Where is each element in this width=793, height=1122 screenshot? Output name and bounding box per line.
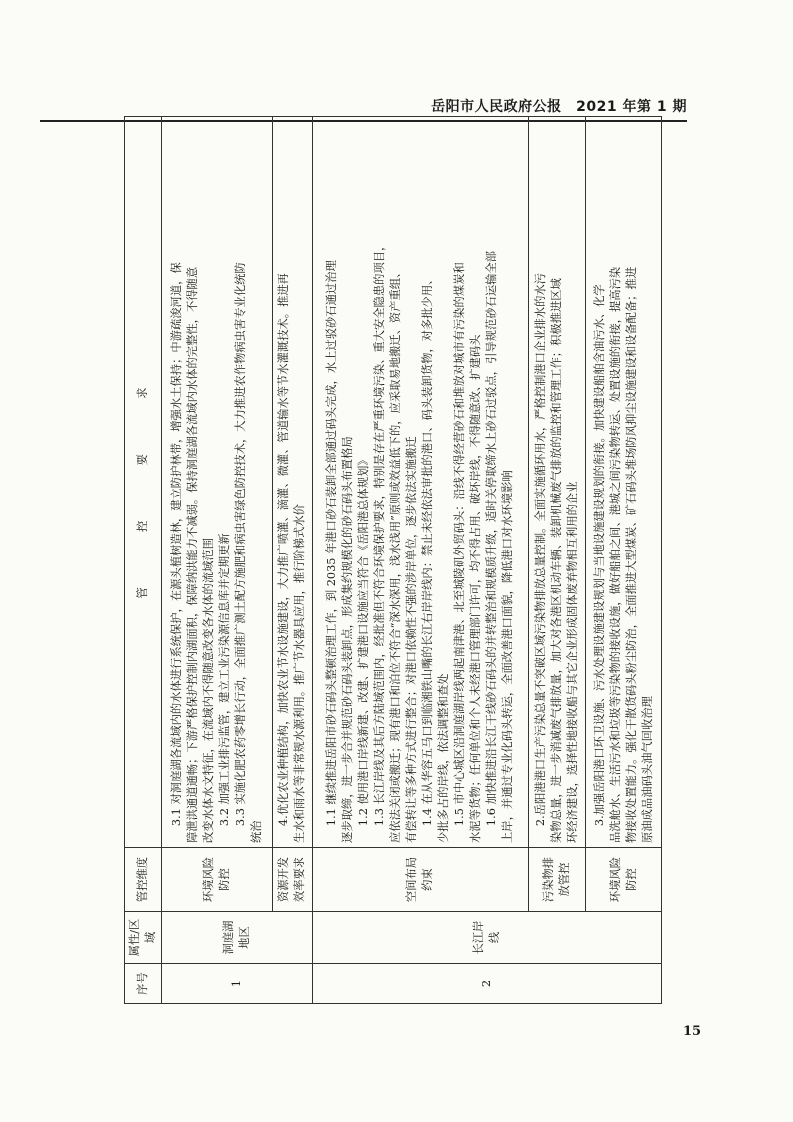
table-row xyxy=(272,117,312,1004)
requirements-cell xyxy=(528,117,586,848)
requirement-line: 原油成品油码头油气回收治理 xyxy=(640,696,654,843)
requirement-line: 品洗舱水、生活污水和垃圾等污染物的接收设施，做好船舶之间、港城之间污染物转运、处置设施的衔接，提高污染 xyxy=(608,266,622,843)
header-dimension: 管控维度 xyxy=(125,848,162,912)
row-dimension: 环境风险防控 xyxy=(586,848,662,912)
requirements-cell xyxy=(272,117,312,848)
table-row xyxy=(162,117,273,1004)
requirement-line: 1.5 市中心城区沿洞庭湖岸线两起南津港、北至城陵矶外贸码头：沿线不得经营砂石和堆放对城市有污染的煤炭和 xyxy=(453,262,467,827)
requirement-line: 3.3 实施化肥农药零增长行动，全面推广测土配方施肥和病虫害绿色防控技术，大力推进农作物病虫害专业化统防 xyxy=(233,262,247,827)
row-dimension: 资源开发效率要求 xyxy=(272,848,312,912)
rotated-table-container xyxy=(124,116,662,1004)
row-seq: 1 xyxy=(162,964,313,1004)
requirement-line: 环经济建设，选择性地接收船与其它企业形成固体废弃物相互利用的企业 xyxy=(565,481,579,843)
control-requirements-table xyxy=(124,116,662,1004)
header-area: 属性/区域 xyxy=(125,912,162,964)
requirement-line: 3.加强岳阳港口环卫设施、污水处理设施建设规划与当地设施建设规划的衔接。加快建设船舶含油污水、化学 xyxy=(592,284,606,827)
row-area: 洞庭湖地区 xyxy=(162,912,313,964)
requirement-line: 改变水体水文特征，在流域内不得随意改变各水体的流域范围 xyxy=(201,537,215,843)
row-area: 长江岸线 xyxy=(312,912,661,964)
requirement-line: 上岸，并通过专业化码头转运，全面改善港口面貌，降低港口对水环境影响 xyxy=(501,470,515,843)
requirements-cell xyxy=(586,117,662,848)
requirements-cell xyxy=(312,117,528,848)
table-row xyxy=(528,117,586,1004)
requirement-line: 物接收处置能力。强化干散货码头粉尘防治，全面推进大型煤炭、矿石码头堆场防风抑尘设施建设和设备配备；推进 xyxy=(624,266,638,843)
requirement-line: 1.6 加快推进沿长江干线砂石码头的并转整治和规模质升级，适时关停取缔水上砂石过驳点，引导规范砂石运输全部 xyxy=(485,250,499,827)
requirement-line: 少批多占的岸线，依法调整和查处 xyxy=(437,673,451,843)
requirement-line: 应依法关闭或搬迁；现有港口和泊位不符合“深水深用，浅水浅用”原则或效益低下的，应采取易地搬迁、资产重组、 xyxy=(389,266,403,843)
row-seq: 2 xyxy=(312,964,661,1004)
page-number: 15 xyxy=(683,1024,702,1039)
requirement-line: 1.3 长江岸线及其后方陆域范围内，经批准但不符合环境保护要求，特别是存在严重环境污染、重大安全隐患的项目， xyxy=(373,239,387,827)
requirement-line: 统治 xyxy=(249,820,263,843)
requirement-line: 障泄洪通道通畅；下游严格保护控制内湖面积，保障纳洪能力不减弱。保持洞庭湖各流域内水体的完整性，不得随意 xyxy=(185,266,199,843)
requirement-line: 4.优化农业种植结构，加快农业节水设施建设，大力推广喷灌、滴灌、微灌、管道输水等节水灌溉技术。推进再 xyxy=(277,273,291,827)
requirement-line: 水泥等货物；任何单位和个人未经港口管理部门许可，均不得占用、破坏岸线，不得随意改、扩建码头 xyxy=(469,334,483,843)
row-dimension: 污染物排放管控 xyxy=(528,848,586,912)
requirement-line: 2.岳阳港港口生产污染总量不突破区域污染物排放总量控制。全面实施循环用水，严格控制港口企业排水的水污 xyxy=(533,273,547,827)
requirement-line: 生水和雨水等非常规水源利用。推广节水器具应用，推行阶梯式水价 xyxy=(293,504,307,843)
row-dimension: 环境风险防控 xyxy=(162,848,273,912)
table-row xyxy=(586,117,662,1004)
requirement-line: 3.1 对洞庭湖各流域内的水体进行系统保护，在源头植树造林，建立防护林带，增强水土保持；中游疏浚河道，保 xyxy=(169,262,183,827)
requirement-line: 有偿转让等多种方式进行整合；对港口依赖性不强的涉岸单位，逐步依法实施搬迁 xyxy=(405,436,419,843)
header-requirements: 管 控 要 求 xyxy=(125,117,162,848)
requirements-cell xyxy=(162,117,273,848)
requirement-line: 染物总量，进一步消减废气排放量，加大对各港区机动车辆、装卸机械废气排放的监控和管理工作；积极推进区域 xyxy=(549,278,563,843)
requirement-line: 1.2 使用港口岸线新建、改建、扩建港口设施应当符合《岳阳港总体规划》 xyxy=(357,454,371,827)
requirement-line: 1.1 继续推进岳阳市砂石码头整顿治理工作，到 2035 年港口砂石装卸全部通过码头完成，水上过驳砂石通过治理 xyxy=(325,260,339,827)
requirement-line: 3.2 加强工业排污监管，建立工业污染源信息库并定期更新 xyxy=(217,533,231,827)
header-seq: 序号 xyxy=(125,964,162,1004)
publication-title: 岳阳市人民政府公报 2021 年第 1 期 xyxy=(431,99,687,115)
table-header-row xyxy=(125,117,162,1004)
table-row xyxy=(312,117,528,1004)
requirement-line: 1.4 在从华容五马口到临湘铁山嘴的长江右岸岸线内：禁止未经依法审批的港口、码头装卸货物，对多批少用、 xyxy=(421,273,435,827)
requirement-line: 逐步取缔，进一步合并规范砂石码头装卸点，形成集约规模化的砂石码头布置格局 xyxy=(341,436,355,843)
row-dimension: 空间布局约束 xyxy=(312,848,528,912)
